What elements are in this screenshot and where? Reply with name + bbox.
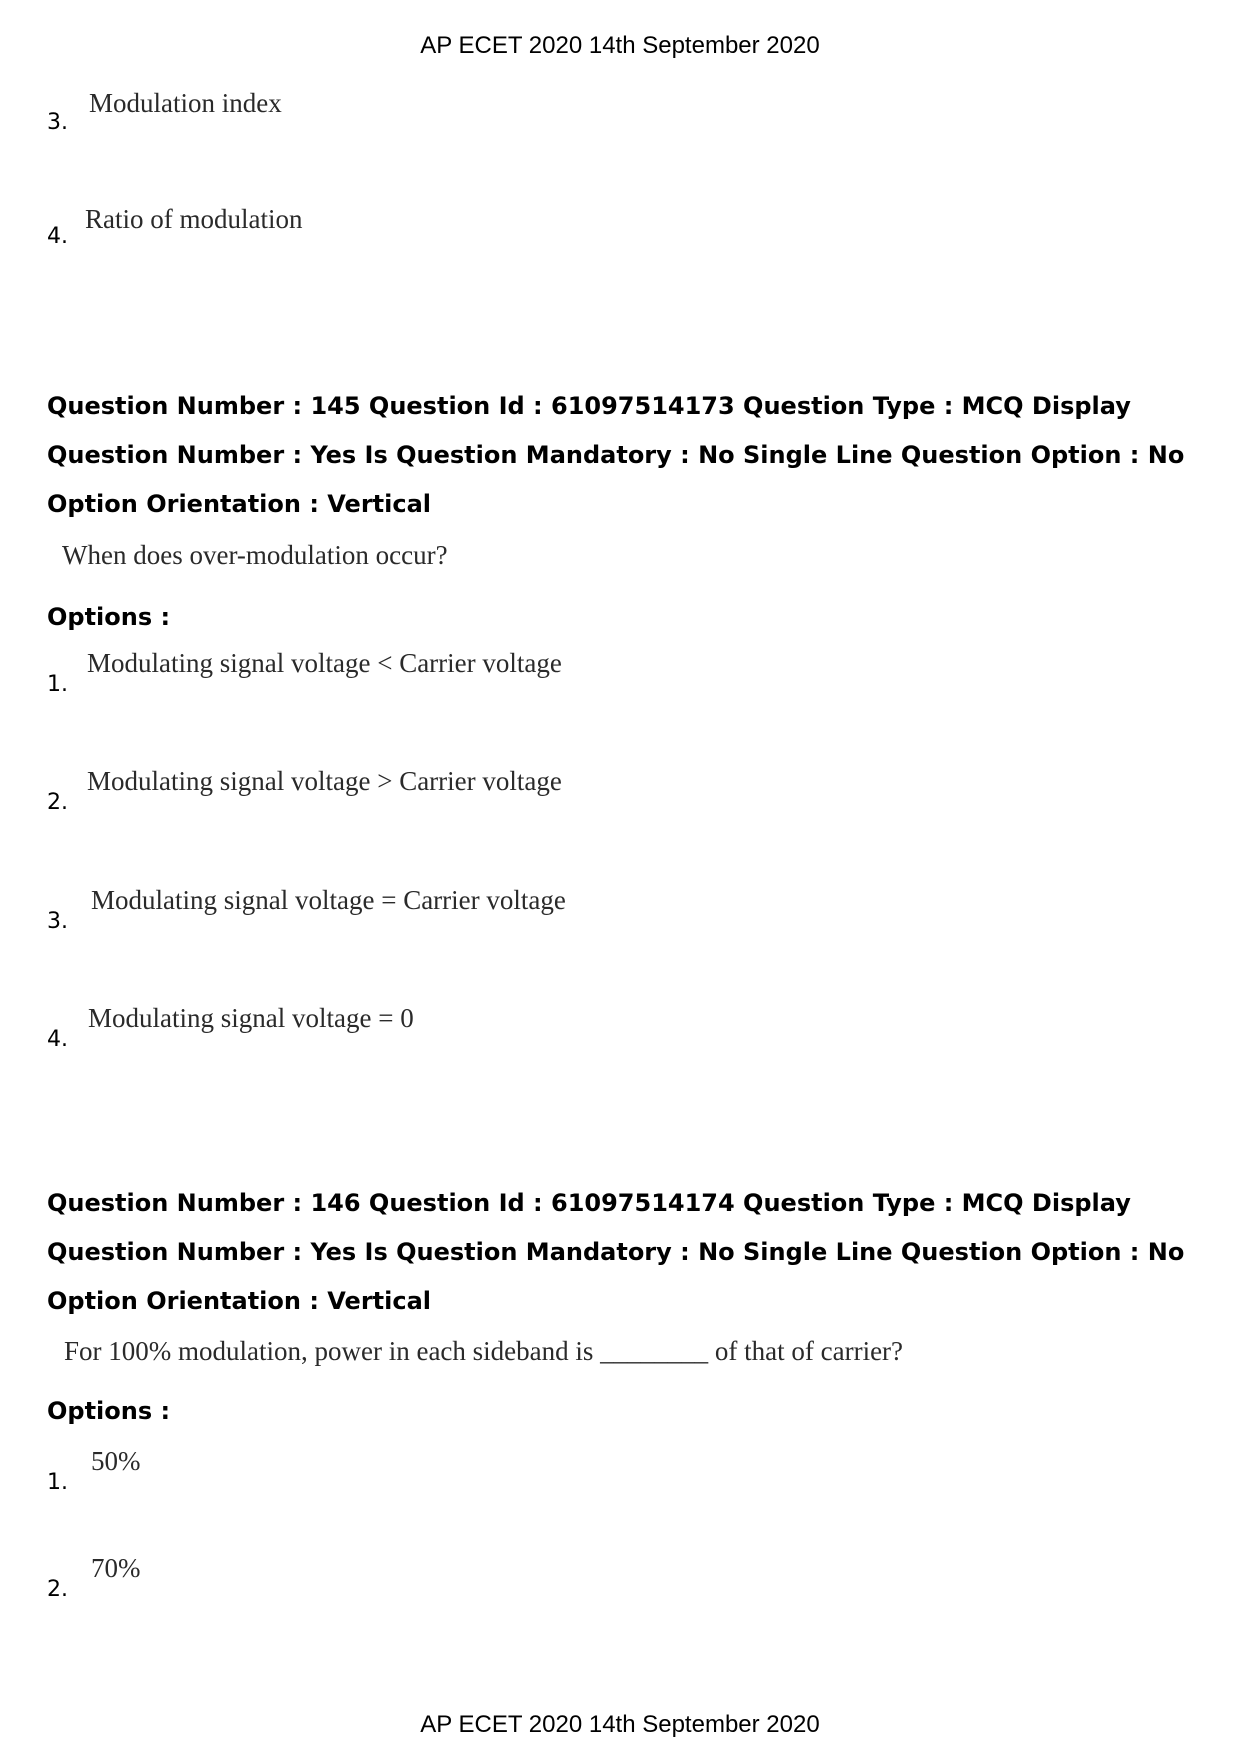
option-text: Modulating signal voltage = Carrier voltage xyxy=(91,885,566,915)
page-footer: AP ECET 2020 14th September 2020 xyxy=(420,1711,820,1738)
options-label: Options : xyxy=(47,1397,171,1425)
option-text: 70% xyxy=(91,1553,141,1583)
question-stem: When does over-modulation occur? xyxy=(62,540,448,570)
option-text: Modulation index xyxy=(89,88,282,118)
option-number: 3. xyxy=(47,110,68,135)
question-meta: Question Number : 146 Question Id : 61097514174 Question Type : MCQ Display Question Number : Yes Is Question Mandatory : No Single Line Question Option : No Option Orientation : Vertical xyxy=(47,1189,1185,1315)
question-meta: Question Number : 145 Question Id : 61097514173 Question Type : MCQ Display Question Number : Yes Is Question Mandatory : No Single Line Question Option : No Option Orientation : Vertical xyxy=(47,392,1185,518)
option-number: 1. xyxy=(47,672,68,697)
option-text: 50% xyxy=(91,1446,141,1476)
options-label: Options : xyxy=(47,603,171,631)
option-number: 2. xyxy=(47,790,68,815)
option-text: Modulating signal voltage > Carrier voltage xyxy=(87,766,562,796)
option-number: 4. xyxy=(47,1027,68,1052)
option-number: 1. xyxy=(47,1470,68,1495)
page-header: AP ECET 2020 14th September 2020 xyxy=(420,32,820,59)
option-number: 4. xyxy=(47,224,68,249)
option-number: 2. xyxy=(47,1577,68,1602)
option-text: Modulating signal voltage = 0 xyxy=(88,1003,414,1033)
option-text: Ratio of modulation xyxy=(85,204,303,234)
option-text: Modulating signal voltage < Carrier voltage xyxy=(87,648,562,678)
option-number: 3. xyxy=(47,909,68,934)
question-stem: For 100% modulation, power in each sideband is ________ of that of carrier? xyxy=(64,1336,904,1366)
